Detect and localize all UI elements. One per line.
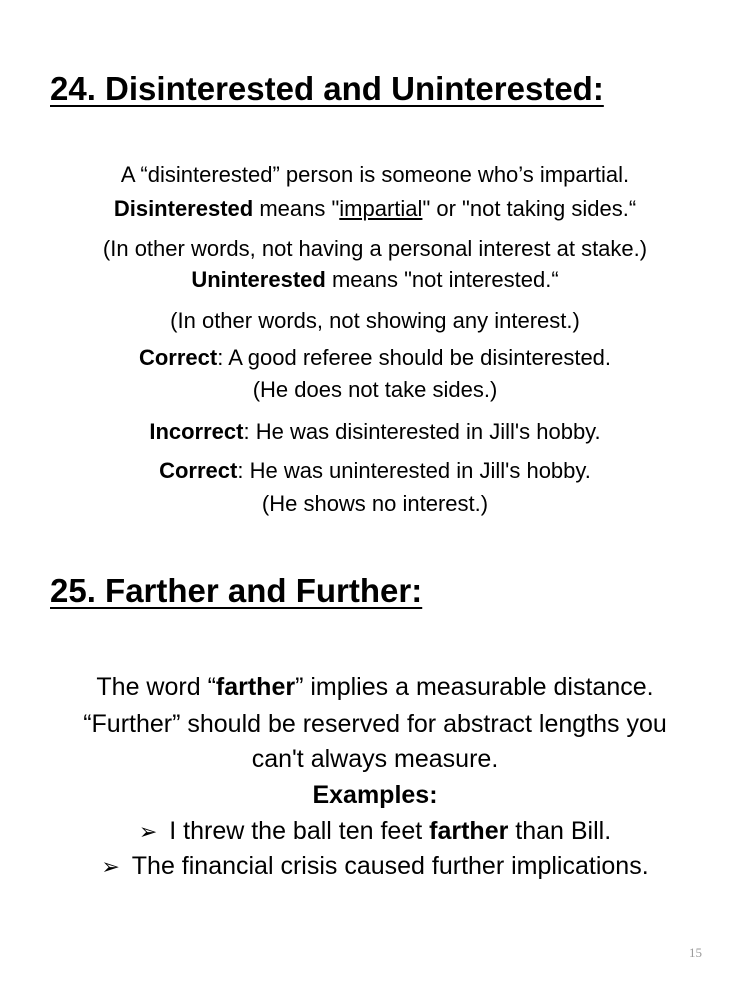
term-bold: Disinterested (113, 196, 254, 221)
text-span: : He was disinterested in Jill's hobby. (243, 419, 601, 444)
definition-line: A “disinterested” person is someone who’s impartial. (120, 162, 630, 187)
text-span: The financial crisis caused further implications. (131, 852, 649, 880)
label-bold: Correct (159, 458, 238, 483)
definition-line: “Further” should be reserved for abstract lengths you (83, 710, 667, 738)
arrow-bullet-icon: ➢ (138, 819, 158, 844)
definition-line (0, 669, 750, 705)
bullet-item (0, 813, 750, 850)
explanation-line: (He shows no interest.) (261, 491, 489, 516)
page-number: 15 (689, 945, 702, 960)
section-24-heading: 24. Disinterested and Uninterested: (50, 70, 604, 107)
explanation-line: (In other words, not showing any interest.) (170, 308, 580, 333)
section-25-heading: 25. Farther and Further: (50, 572, 423, 609)
term-bold: farther (215, 673, 296, 701)
text-span: : He was uninterested in Jill's hobby. (237, 458, 591, 483)
text-span: means " (253, 196, 340, 221)
example-line (0, 455, 750, 487)
examples-label-text: Examples: (312, 781, 438, 809)
definition-line (0, 193, 750, 225)
bullet-item (0, 848, 750, 885)
text-span: The word “ (96, 673, 216, 701)
example-line (0, 416, 750, 448)
underlined-word: impartial (339, 196, 423, 221)
term-bold: farther (429, 817, 509, 845)
text-span: : A good referee should be disinterested. (217, 345, 612, 370)
example-line (0, 342, 750, 374)
explanation-line: (He does not take sides.) (252, 377, 498, 402)
text-span: I threw the ball ten feet (169, 817, 430, 845)
examples-label (0, 777, 750, 813)
definition-line (0, 264, 750, 296)
text-span: " or "not taking sides.“ (422, 196, 637, 221)
arrow-bullet-icon: ➢ (101, 854, 120, 879)
definition-line: can't always measure. (251, 745, 499, 773)
text-span: means "not interested.“ (325, 267, 559, 292)
text-span: ” implies a measurable distance. (295, 673, 654, 701)
label-bold: Incorrect (149, 419, 244, 444)
explanation-line: (In other words, not having a personal interest at stake.) (102, 236, 648, 261)
label-bold: Correct (138, 345, 218, 370)
term-bold: Uninterested (191, 267, 326, 292)
text-span: than Bill. (508, 817, 612, 845)
